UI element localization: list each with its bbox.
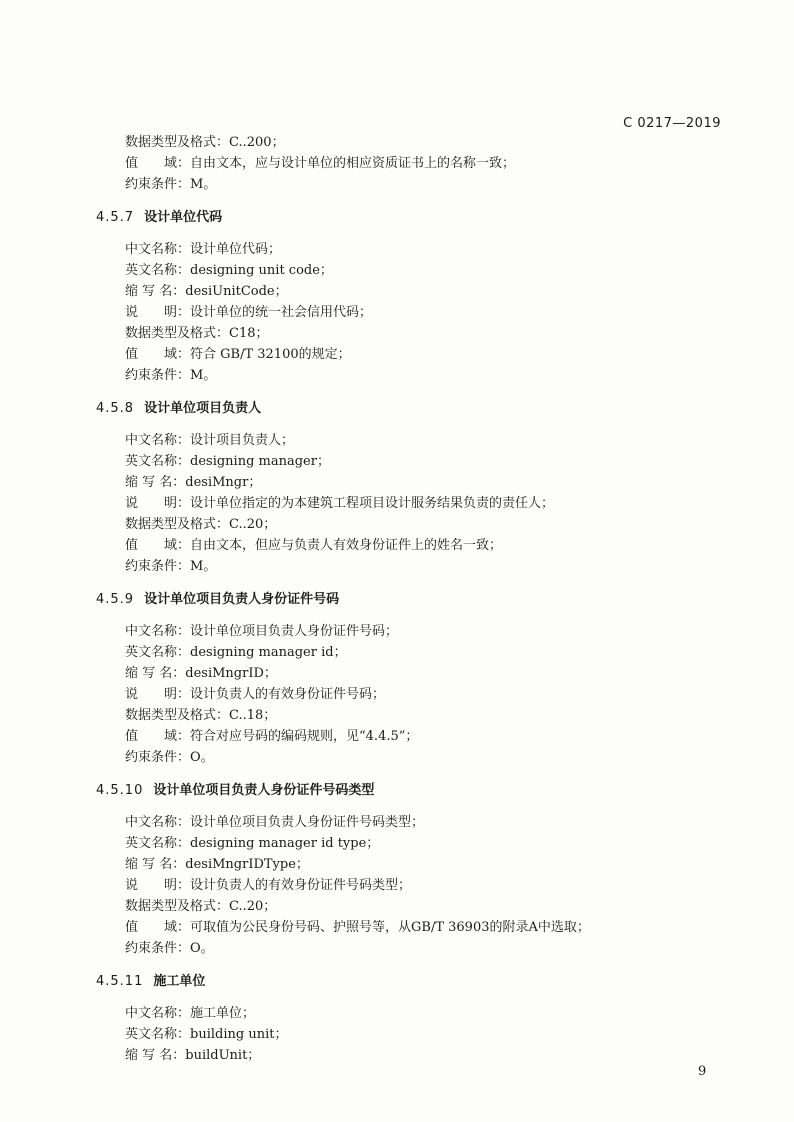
- field-key: 中文名称：: [125, 624, 191, 639]
- document-content: [96, 132, 716, 1066]
- section-number: 4.5.10: [96, 783, 144, 798]
- section-heading: [96, 207, 716, 228]
- field-value: C..200；: [229, 135, 285, 150]
- field-line: [96, 621, 716, 642]
- field-key: 约束条件：: [125, 941, 191, 956]
- field-value: 自由文本，应与设计单位的相应资质证书上的名称一致；: [190, 156, 516, 171]
- field-line: [96, 239, 716, 260]
- field-line: [96, 514, 716, 535]
- field-value: 符合对应号码的编码规则，见“4.4.5”；: [190, 729, 419, 744]
- field-key: 英文名称：: [125, 454, 191, 469]
- field-line: [96, 365, 716, 386]
- field-key: 约束条件：: [125, 177, 191, 192]
- field-key: 英文名称：: [125, 263, 191, 278]
- field-line: [96, 663, 716, 684]
- field-key: 缩 写 名：: [125, 857, 186, 872]
- section-4-5-9: [96, 589, 716, 768]
- field-value: 施工单位；: [190, 1006, 256, 1021]
- field-key: 缩 写 名：: [125, 666, 186, 681]
- section-title: 设计单位项目负责人身份证件号码: [144, 592, 340, 607]
- field-value: designing manager；: [190, 454, 330, 469]
- section-4-5-7: [96, 207, 716, 386]
- field-line: [96, 556, 716, 577]
- field-key: 数据类型及格式：: [125, 135, 230, 150]
- field-line: [96, 833, 716, 854]
- section-number: 4.5.9: [96, 592, 135, 607]
- section-4-5-10: [96, 780, 716, 959]
- field-line: [96, 535, 716, 556]
- field-line: [96, 726, 716, 747]
- field-value: C18；: [229, 326, 269, 341]
- field-key: 值 域：: [125, 920, 191, 935]
- field-value: M。: [190, 368, 217, 383]
- field-line: [96, 260, 716, 281]
- field-value: 设计负责人的有效身份证件号码类型；: [190, 878, 412, 893]
- field-line: [96, 705, 716, 726]
- field-value: buildUnit；: [185, 1048, 261, 1063]
- field-value: desiMngrIDType；: [185, 857, 309, 872]
- field-line: [96, 281, 716, 302]
- intro-field-list: [96, 132, 716, 195]
- field-key: 约束条件：: [125, 368, 191, 383]
- section-heading: [96, 589, 716, 610]
- field-key: 中文名称：: [125, 242, 191, 257]
- field-key: 数据类型及格式：: [125, 517, 230, 532]
- field-key: 英文名称：: [125, 836, 191, 851]
- field-value: desiMngrID；: [185, 666, 277, 681]
- field-value: C..18；: [229, 708, 277, 723]
- field-value: designing manager id type；: [190, 836, 380, 851]
- section-number: 4.5.8: [96, 401, 135, 416]
- field-key: 缩 写 名：: [125, 475, 186, 490]
- field-key: 数据类型及格式：: [125, 326, 230, 341]
- field-key: 约束条件：: [125, 559, 191, 574]
- field-value: building unit；: [190, 1027, 288, 1042]
- field-line: [96, 938, 716, 959]
- field-value: C..20；: [229, 899, 277, 914]
- field-line: [96, 493, 716, 514]
- field-value: designing unit code；: [190, 263, 333, 278]
- section-heading: [96, 398, 716, 419]
- field-line: [96, 174, 716, 195]
- field-line: [96, 896, 716, 917]
- field-line: [96, 1045, 716, 1066]
- field-value: 设计单位项目负责人身份证件号码；: [190, 624, 399, 639]
- section-title: 设计单位代码: [144, 210, 223, 225]
- page-number: 9: [698, 1064, 707, 1079]
- field-key: 值 域：: [125, 729, 191, 744]
- field-line: [96, 472, 716, 493]
- field-line: [96, 1024, 716, 1045]
- field-value: 符合 GB/T 32100的规定；: [190, 347, 351, 362]
- field-value: M。: [190, 177, 217, 192]
- field-value: M。: [190, 559, 217, 574]
- field-key: 英文名称：: [125, 1027, 191, 1042]
- section-title: 施工单位: [153, 974, 206, 989]
- field-value: desiUnitCode；: [185, 284, 288, 299]
- field-value: 设计项目负责人；: [190, 433, 295, 448]
- field-line: [96, 747, 716, 768]
- field-value: designing manager id；: [190, 645, 347, 660]
- field-line: [96, 684, 716, 705]
- field-key: 数据类型及格式：: [125, 708, 230, 723]
- section-number: 4.5.7: [96, 210, 135, 225]
- field-line: [96, 642, 716, 663]
- field-value: 可取值为公民身份号码、护照号等，从GB/T 36903的附录A中选取；: [190, 920, 590, 935]
- field-line: [96, 854, 716, 875]
- section-heading: [96, 971, 716, 992]
- field-key: 说 明：: [125, 878, 191, 893]
- field-key: 英文名称：: [125, 645, 191, 660]
- section-title: 设计单位项目负责人身份证件号码类型: [153, 783, 375, 798]
- field-key: 值 域：: [125, 538, 191, 553]
- field-value: 自由文本，但应与负责人有效身份证件上的姓名一致；: [190, 538, 503, 553]
- field-line: [96, 132, 716, 153]
- field-value: 设计单位项目负责人身份证件号码类型；: [190, 815, 425, 830]
- field-line: [96, 917, 716, 938]
- field-value: 设计单位代码；: [190, 242, 282, 257]
- field-line: [96, 323, 716, 344]
- section-4-5-8: [96, 398, 716, 577]
- field-key: 中文名称：: [125, 1006, 191, 1021]
- field-line: [96, 302, 716, 323]
- section-title: 设计单位项目负责人: [144, 401, 262, 416]
- field-line: [96, 451, 716, 472]
- field-key: 值 域：: [125, 347, 191, 362]
- field-value: C..20；: [229, 517, 277, 532]
- field-value: O。: [190, 941, 214, 956]
- field-line: [96, 812, 716, 833]
- field-line: [96, 430, 716, 451]
- field-key: 中文名称：: [125, 433, 191, 448]
- field-line: [96, 875, 716, 896]
- field-line: [96, 1003, 716, 1024]
- section-heading: [96, 780, 716, 801]
- field-value: 设计负责人的有效身份证件号码；: [190, 687, 386, 702]
- field-value: O。: [190, 750, 214, 765]
- field-line: [96, 153, 716, 174]
- field-value: desiMngr；: [185, 475, 262, 490]
- field-line: [96, 344, 716, 365]
- field-key: 说 明：: [125, 496, 191, 511]
- field-key: 约束条件：: [125, 750, 191, 765]
- section-number: 4.5.11: [96, 974, 144, 989]
- field-value: 设计单位的统一社会信用代码；: [190, 305, 373, 320]
- field-key: 说 明：: [125, 687, 191, 702]
- field-key: 值 域：: [125, 156, 191, 171]
- field-key: 中文名称：: [125, 815, 191, 830]
- field-key: 缩 写 名：: [125, 284, 186, 299]
- document-code: C 0217—2019: [623, 116, 721, 131]
- field-key: 缩 写 名：: [125, 1048, 186, 1063]
- field-value: 设计单位指定的为本建筑工程项目设计服务结果负责的责任人；: [190, 496, 555, 511]
- section-4-5-11: [96, 971, 716, 1066]
- field-key: 说 明：: [125, 305, 191, 320]
- field-key: 数据类型及格式：: [125, 899, 230, 914]
